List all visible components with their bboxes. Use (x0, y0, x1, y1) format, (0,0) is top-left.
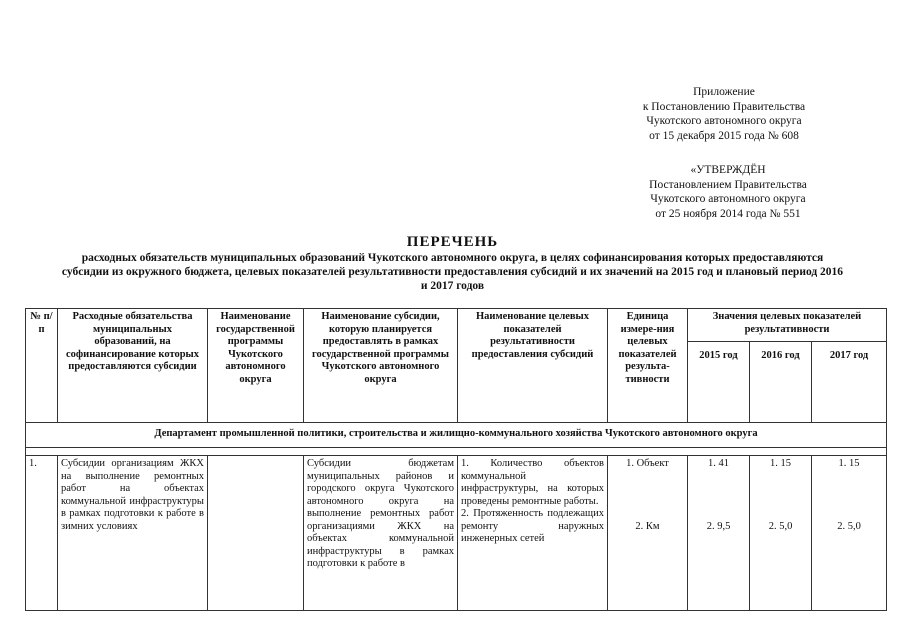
appendix-line: Чукотского автономного округа (646, 115, 802, 127)
row-2016 (750, 456, 812, 611)
approval-block (612, 163, 844, 221)
header-2015: 2015 год (688, 342, 750, 423)
unit-2: 2. Км (635, 520, 660, 532)
value-2017-2: 2. 5,0 (837, 520, 861, 532)
header-subsidy: Наименование субсидии, которую планируется предоставлять в рамках государственной программы Чукотского автономного округа (304, 309, 458, 423)
appendix-line: от 15 декабря 2015 года № 608 (649, 129, 799, 142)
appendix-block (608, 85, 840, 143)
row-program (208, 456, 304, 611)
row-num: 1. (26, 456, 58, 611)
unit-1: 1. Объект (626, 458, 669, 469)
department-name: Департамент промышленной политики, строительства и жилищно-коммунального хозяйства Чукотского автономного округа (26, 423, 887, 448)
header-indicators: Наименование целевых показателей результативности предоставления субсидий (458, 309, 608, 423)
approval-line: Постановлением Правительства (649, 178, 807, 191)
header-obligations: Расходные обязательства муниципальных образований, на софинансирование которых предоставляются субсидии (58, 309, 208, 423)
table-row (26, 456, 887, 611)
approval-line: от 25 ноября 2014 года № 551 (655, 207, 801, 220)
subsidy-table (25, 308, 887, 611)
approval-line: «УТВЕРЖДЁН (690, 164, 766, 176)
row-2017 (812, 456, 887, 611)
value-2016-2: 2. 5,0 (768, 520, 793, 532)
appendix-line: Приложение (693, 86, 755, 98)
header-unit: Единица измере-ния целевых показателей результа-тивности (608, 309, 688, 423)
header-program: Наименование государственной программы Чукотского автономного округа (208, 309, 304, 423)
header-values-group: Значения целевых показателей результативности (688, 309, 887, 342)
header-2017: 2017 год (812, 342, 887, 423)
indicator-2: 2. Протяженность подлежащих ремонту наружных инженерных сетей (461, 508, 604, 544)
header-2016: 2016 год (750, 342, 812, 423)
row-2015 (688, 456, 750, 611)
document-title: ПЕРЕЧЕНЬ (406, 234, 499, 250)
document-subtitle: расходных обязательств муниципальных образований Чукотского автономного округа, в целях софинансирования которых предоставляются субсидии из окружного бюджета, целевых показателей результативности предоставления субсидий и их значений на 2015 год и плановый период 2016 и 2017 годов (61, 252, 844, 292)
approval-line: Чукотского автономного округа (650, 193, 806, 205)
row-subsidy: Субсидии бюджетам муниципальных районов и городского округа Чукотского автономного округа на выполнение ремонтных работ организациями ЖКХ на объектах коммунальной инфраструктуры в рамках подготовки к работе в (304, 456, 458, 611)
department-row (26, 423, 887, 448)
value-2015-1: 1. 41 (708, 458, 729, 469)
value-2015-2: 2. 9,5 (706, 520, 731, 532)
indicator-1: 1. Количество объектов коммунальной инфраструктуры, на которых проведены ремонтные работы. (461, 458, 604, 507)
header-num: № п/п (26, 309, 58, 423)
row-indicators (458, 456, 608, 611)
appendix-line: к Постановлению Правительства (642, 100, 806, 113)
spacer-row (26, 448, 887, 456)
value-2016-1: 1. 15 (770, 458, 791, 469)
row-obligation: Субсидии организациям ЖКХ на выполнение ремонтных работ на объектах коммунальной инфраструктуры в рамках подготовки к работе в зимних условиях (58, 456, 208, 611)
value-2017-1: 1. 15 (838, 458, 860, 469)
row-units (608, 456, 688, 611)
header-row (26, 309, 887, 342)
